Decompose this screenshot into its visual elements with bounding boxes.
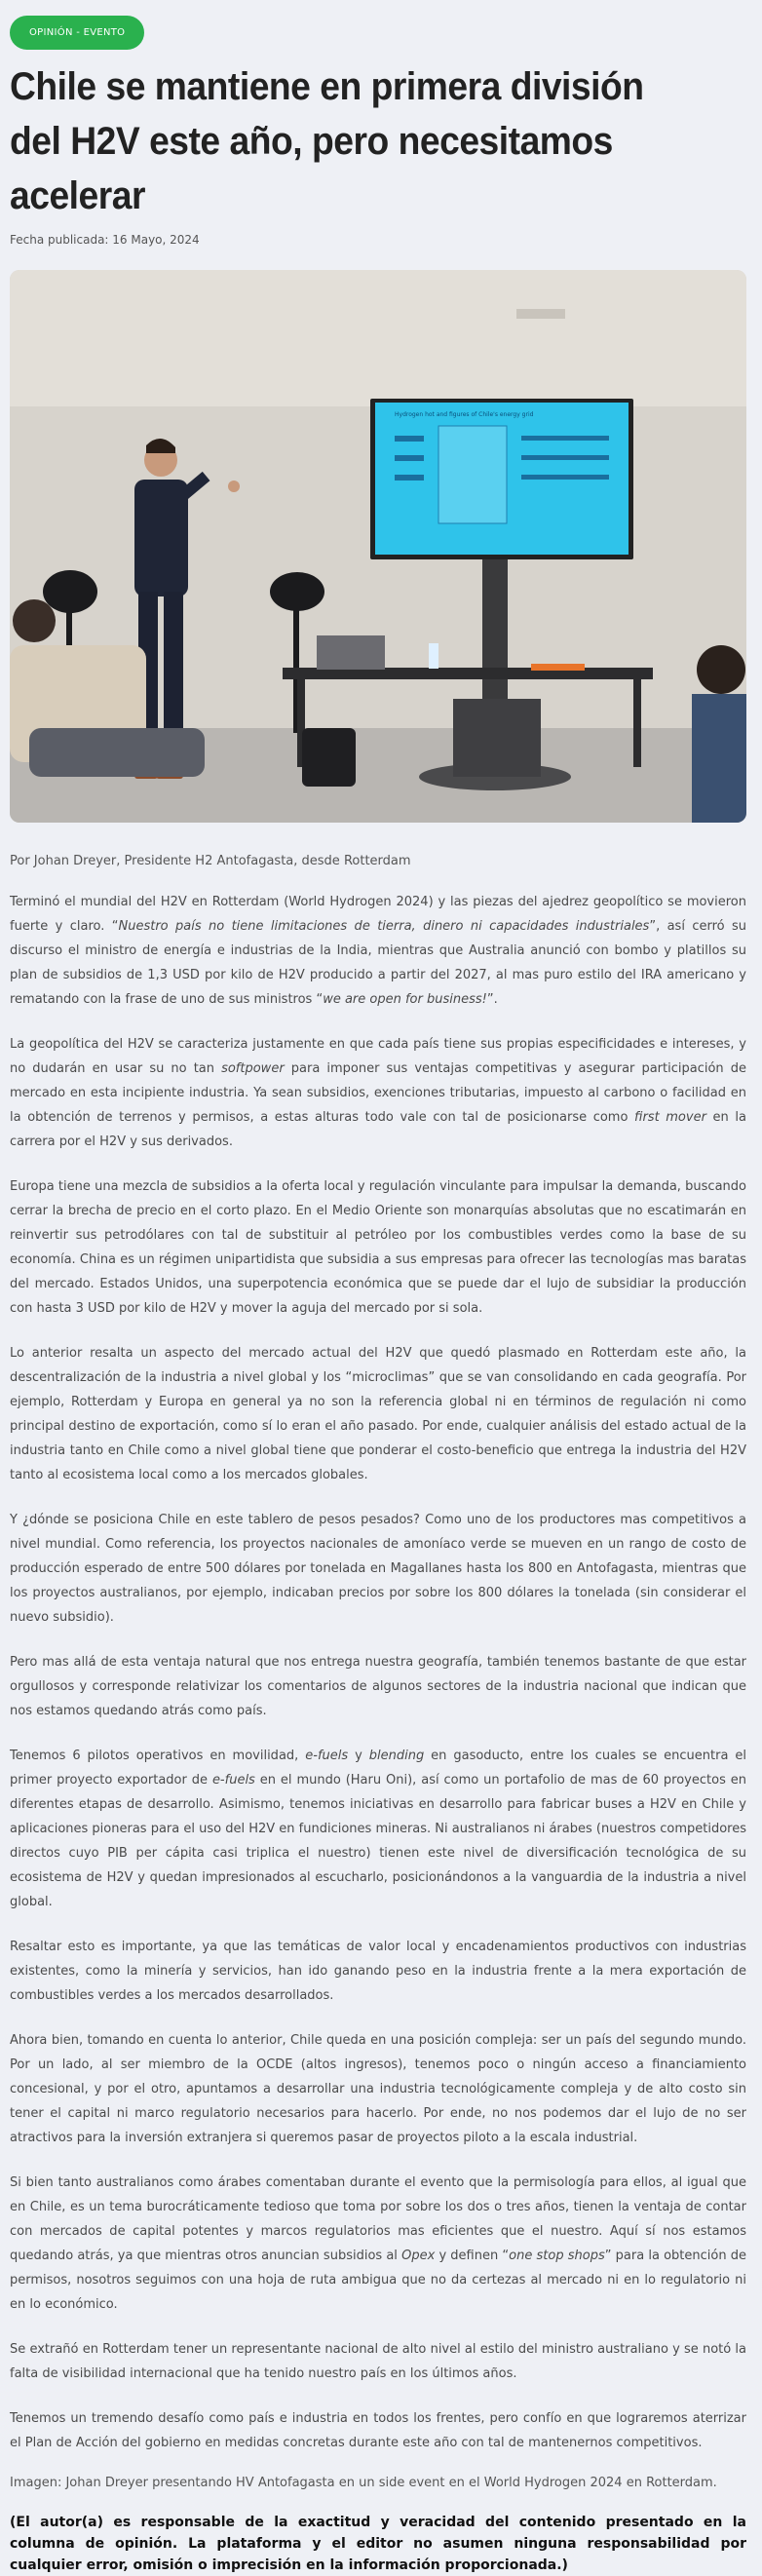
article-body: [10, 890, 746, 2455]
paragraph-text: para imponer sus ventajas competitivas y asegurar participación de mercado en esta incipiente industria. Ya sean subsidios, exenciones tributarias, impuesto al carbono o facilidad en la obtención de terrenos y permisos, a estas alturas todo vale con tal de posicionarse como: [10, 1061, 746, 1125]
italic-text: Nuestro país no tiene limitaciones de tierra, dinero ni capacidades industriales: [118, 919, 650, 934]
article-paragraph: [10, 1744, 746, 1914]
paragraph-text: Europa tiene una mezcla de subsidios a la oferta local y regulación vinculante para impulsar la demanda, buscando cerrar la brecha de precio en el corto plazo. En el Medio Oriente son monarquías absolutas que no escatimarán en reinvertir sus petrodólares con tal de substituir al petróleo por los combustibles verdes como la base de su economía. China es un régimen unipartidista que subsidia a sus empresas para ofrecer las tecnologías mas baratas del mercado. Estados Unidos, una superpotencia económica que se puede dar el lujo de subsidiar la producción con hasta 3 USD por kilo de H2V y mover la aguja del mercado por si sola.: [10, 1179, 746, 1316]
article-paragraph: [10, 1508, 746, 1630]
image-caption: Imagen: Johan Dreyer presentando HV Antofagasta en un side event en el World Hydrogen 2024 en Rotterdam.: [10, 2476, 717, 2490]
paragraph-text: Tenemos un tremendo desafío como país e industria en todos los frentes, pero confío en que lograremos aterrizar el Plan de Acción del gobierno en medidas concretas durante este año con tal de mantenernos competitivos.: [10, 2411, 746, 2450]
italic-text: blending: [368, 1749, 425, 1763]
paragraph-text: La geopolítica del H2V se caracteriza justamente en que cada país tiene sus propias especificidades e intereses, y no dudarán en usar su no tan: [10, 1037, 746, 1076]
paragraph-text: en la carrera por el H2V y sus derivados.: [10, 1110, 746, 1149]
slide-title: Hydrogen hot and figures of Chile's energy grid: [395, 411, 534, 418]
italic-text: we are open for business!: [323, 992, 487, 1007]
paragraph-text: ”.: [486, 992, 498, 1007]
paragraph-text: en gasoducto, entre los cuales se encuentra el primer proyecto exportador de: [10, 1749, 746, 1788]
presentation-photo: [10, 270, 746, 823]
paragraph-text: en el mundo (Haru Oni), así como un portafolio de mas de 60 proyectos en diferentes etapas de desarrollo. Asimismo, tenemos iniciativas en desarrollo para fabricar buses a H2V en Chile y aplicaciones pioneras para el uso del H2V en fundiciones mineras. Ni australianos ni árabes (nuestros competidores directos cuyo PIB per cápita casi triplica el nuestro) tienen este nivel de diversificación tecnológica de su ecosistema de H2V y quedan impresionados al escucharlo, posicionándonos a la vanguardia de la industria a nivel global.: [10, 1773, 747, 1909]
paragraph-text: Se extrañó en Rotterdam tener un representante nacional de alto nivel al estilo del ministro australiano y se notó la falta de visibilidad internacional que ha tenido nuestro país en los últimos años.: [10, 2342, 746, 2381]
article-title: Chile se mantiene en primera división del H2V este año, pero necesitamos acelerar: [10, 65, 644, 217]
italic-text: softpower: [221, 1061, 285, 1076]
paragraph-text: Pero mas allá de esta ventaja natural que nos entrega nuestra geografía, también tenemos bastante de que estar orgullosos y corresponde relativizar los comentarios de algunos sectores de la industria nacional que indican que nos estamos quedando atrás como país.: [10, 1655, 746, 1718]
italic-text: Opex: [401, 2249, 436, 2263]
paragraph-text: ”, así cerró su discurso el ministro de energía e industrias de la India, mientras que Australia anunció con bombo y platillos su plan de subsidios de 1,3 USD por kilo de H2V producido a partir del 2027, al mas puro estilo del IRA americano y rematando con la frase de uno de sus ministros “: [10, 919, 747, 1007]
article-paragraph: [10, 2171, 746, 2317]
article-paragraph: [10, 2028, 746, 2150]
article-paragraph: [10, 1174, 746, 1321]
italic-text: e-fuels: [305, 1749, 349, 1763]
article-paragraph: [10, 1032, 746, 1154]
paragraph-text: y: [348, 1749, 369, 1763]
paragraph-text: y definen “: [435, 2249, 510, 2263]
italic-text: e-fuels: [211, 1773, 255, 1788]
paragraph-text: Terminó el mundial del H2V en Rotterdam (World Hydrogen 2024) y las piezas del ajedrez geopolítico se movieron fuerte y claro. “: [10, 895, 746, 934]
paragraph-text: Y ¿dónde se posiciona Chile en este tablero de pesos pesados? Como uno de los productores mas competitivos a nivel mundial. Como referencia, los proyectos nacionales de amoníaco verde se mueven en un rango de costo de producción esperado de entre 500 dólares por tonelada en Magallanes hasta los 800 en Antofagasta, mientras que los proyectos australianos, por ejemplo, indicaban precios por sobre los 800 dólares la tonelada (sin considerar el nuevo subsidio).: [10, 1513, 746, 1625]
article-paragraph: [10, 1935, 746, 2008]
opinion-disclaimer: (El autor(a) es responsable de la exactitud y veracidad del contenido presentado en la columna de opinión. La plataforma y el editor no asumen ninguna responsabilidad por cualquier error, omisión o imprecisión en la información proporcionada.): [10, 2515, 746, 2573]
article-paragraph: [10, 2337, 746, 2386]
paragraph-text: Resaltar esto es importante, ya que las temáticas de valor local y encadenamientos productivos con industrias existentes, como la minería y servicios, han ido ganando peso en la industria frente a la mera exportación de combustibles verdes a los mercados desarrollados.: [10, 1940, 746, 2003]
article-paragraph: [10, 2406, 746, 2455]
italic-text: one stop shops: [509, 2249, 605, 2263]
author-byline: Por Johan Dreyer, Presidente H2 Antofagasta, desde Rotterdam: [10, 854, 411, 868]
paragraph-text: ” para la obtención de permisos, nosotros seguimos con una hoja de ruta ambigua que no da certezas al mercado ni en lo regulatorio ni en lo económico.: [10, 2249, 746, 2312]
italic-text: first mover: [634, 1110, 706, 1125]
category-tag[interactable]: OPINIÓN - EVENTO: [10, 16, 144, 50]
paragraph-text: Ahora bien, tomando en cuenta lo anterior, Chile queda en una posición compleja: ser un país del segundo mundo. Por un lado, al ser miembro de la OCDE (altos ingresos), tenemos poco o ningún acceso a financiamiento concesional, y por el otro, apuntamos a desarrollar una industria tecnológicamente compleja y de alto costo sin tener el capital ni marco regulatorio necesarios para hacerlo. Por ende, no nos podemos dar el lujo de no ser atractivos para la inversión extranjera si queremos pasar de proyectos piloto a la escala industrial.: [10, 2033, 746, 2145]
hero-image: [10, 270, 746, 823]
paragraph-text: Tenemos 6 pilotos operativos en movilidad,: [10, 1749, 306, 1763]
article-paragraph: [10, 1341, 746, 1487]
article-paragraph: [10, 1650, 746, 1723]
paragraph-text: Si bien tanto australianos como árabes comentaban durante el evento que la permisología para ellos, al igual que en Chile, es un tema burocráticamente tedioso que toma por sobre los dos o tres años, tienen la ventaja de contar con mercados de capital potentes y marcos regulatorios mas eficientes que el nuestro. Aquí sí nos estamos quedando atrás, ya que mientras otros anuncian subsidios al: [10, 2175, 746, 2263]
publish-date: Fecha publicada: 16 Mayo, 2024: [10, 233, 200, 247]
paragraph-text: Lo anterior resalta un aspecto del mercado actual del H2V que quedó plasmado en Rotterdam este año, la descentralización de la industria a nivel global y los “microclimas” que se van consolidando en cada geografía. Por ejemplo, Rotterdam y Europa en general ya no son la referencia global ni en términos de regulación ni como principal destino de exportación, como sí lo eran el año pasado. Por ende, cualquier análisis del estado actual de la industria tanto en Chile como a nivel global tiene que ponderar el costo-beneficio que entrega la industria del H2V tanto al ecosistema local como a los mercados globales.: [10, 1346, 746, 1482]
article-paragraph: [10, 890, 746, 1012]
